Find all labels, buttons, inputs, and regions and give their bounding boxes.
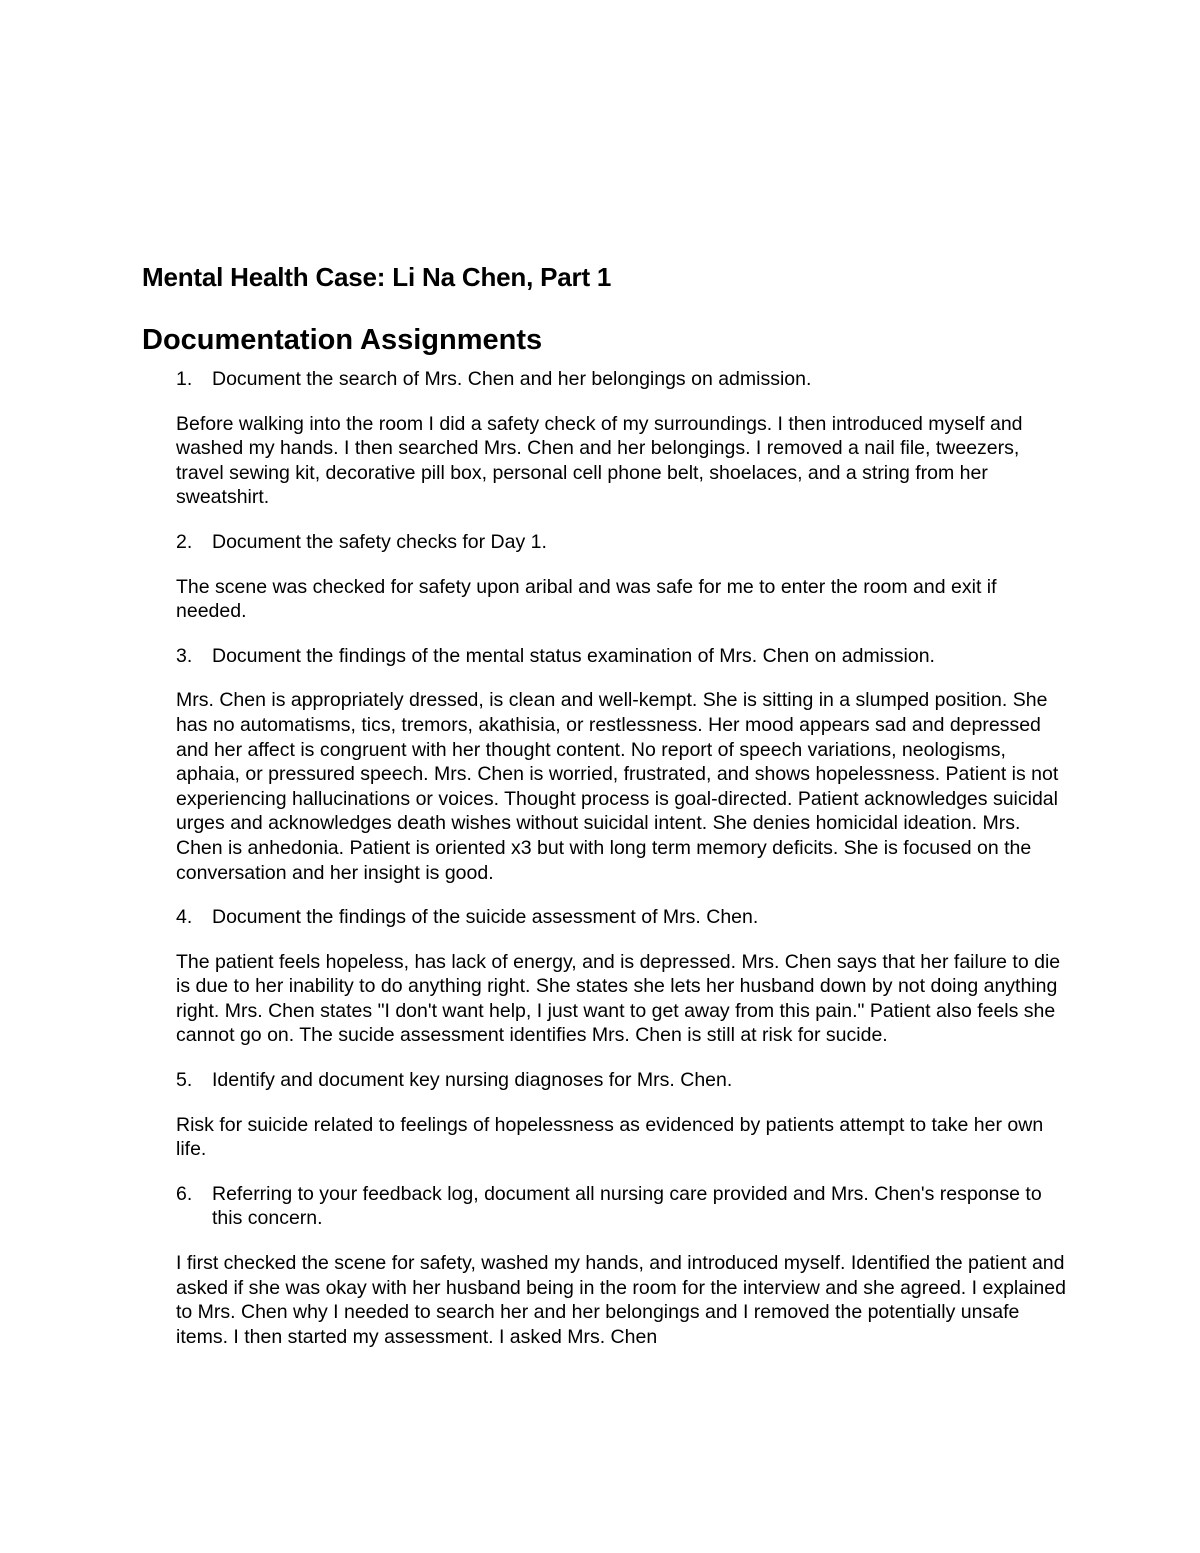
assignment-number: 4. [176,906,193,929]
assignment-question-text: Document the findings of the mental status examination of Mrs. Chen on admission. [212,644,935,667]
assignment-answer: Before walking into the room I did a safety check of my surroundings. I then introduced myself and washed my hands. I then searched Mrs. Chen and her belongings. I removed a nail file, tweezers, travel sewing kit, decorative pill box, personal cell phone belt, shoelaces, and a string from her sweatshirt. [176,412,1023,509]
assignment-item-4 [176,905,1071,1048]
assignment-question-text: Referring to your feedback log, document all nursing care provided and Mrs. Chen's response to this concern. [212,1182,1042,1230]
assignment-question [176,367,1071,392]
assignment-number: 2. [176,530,193,553]
assignment-question-text: Document the search of Mrs. Chen and her belongings on admission. [212,368,812,390]
assignment-answer: Risk for suicide related to feelings of hopelessness as evidenced by patients attempt to take her own life. [176,1113,1044,1161]
assignment-question-text: Document the safety checks for Day 1. [212,530,547,553]
assignment-answer: I first checked the scene for safety, washed my hands, and introduced myself. Identified the patient and asked if she was okay with her husband being in the room for the interview and she agreed. I explained to Mrs. Chen why I needed to search her and her belongings and I removed the potentially unsafe items. I then started my assessment. I asked Mrs. Chen [176,1252,1066,1348]
assignment-answer: The scene was checked for safety upon aribal and was safe for me to enter the room and exit if needed. [176,575,997,623]
assignment-question-text: Document the findings of the suicide assessment of Mrs. Chen. [212,906,759,929]
assignment-number: 6. [176,1182,193,1205]
assignment-question [176,905,1071,930]
assignment-item-1 [176,367,1071,510]
assignment-question [176,644,1071,669]
assignment-question [176,530,1071,555]
assignment-number: 5. [176,1069,193,1092]
assignment-question [176,1182,1071,1231]
assignment-item-3 [176,644,1071,885]
assignment-list [176,367,1071,1369]
section-heading: Documentation Assignments [142,324,543,356]
assignment-question-text: Identify and document key nursing diagnoses for Mrs. Chen. [212,1069,733,1092]
assignment-item-2 [176,530,1071,624]
assignment-item-5 [176,1068,1071,1162]
assignment-question [176,1068,1071,1093]
assignment-answer: The patient feels hopeless, has lack of energy, and is depressed. Mrs. Chen says that her failure to die is due to her inability to do anything right. She states she lets her husband down by not doing anything right. Mrs. Chen states "I don't want help, I just want to get away from this pain." Patient also feels she cannot go on. The sucide assessment identifies Mrs. Chen is still at risk for sucide. [176,950,1061,1047]
assignment-item-6 [176,1182,1071,1350]
document-title: Mental Health Case: Li Na Chen, Part 1 [142,262,612,292]
assignment-number: 3. [176,644,193,667]
assignment-number: 1. [176,368,193,390]
assignment-answer: Mrs. Chen is appropriately dressed, is clean and well-kempt. She is sitting in a slumped position. She has no automatisms, tics, tremors, akathisia, or restlessness. Her mood appears sad and depressed and her affect is congruent with her thought content. No report of speech variations, neologisms, aphaia, or pressured speech. Mrs. Chen is worried, frustrated, and shows hopelessness. Patient is not experiencing hallucinations or voices. Thought process is goal-directed. Patient acknowledges suicidal urges and acknowledges death wishes without suicidal intent. She denies homicidal ideation. Mrs. Chen is anhedonia. Patient is oriented x3 but with long term memory deficits. She is focused on the conversation and her insight is good. [176,689,1059,884]
